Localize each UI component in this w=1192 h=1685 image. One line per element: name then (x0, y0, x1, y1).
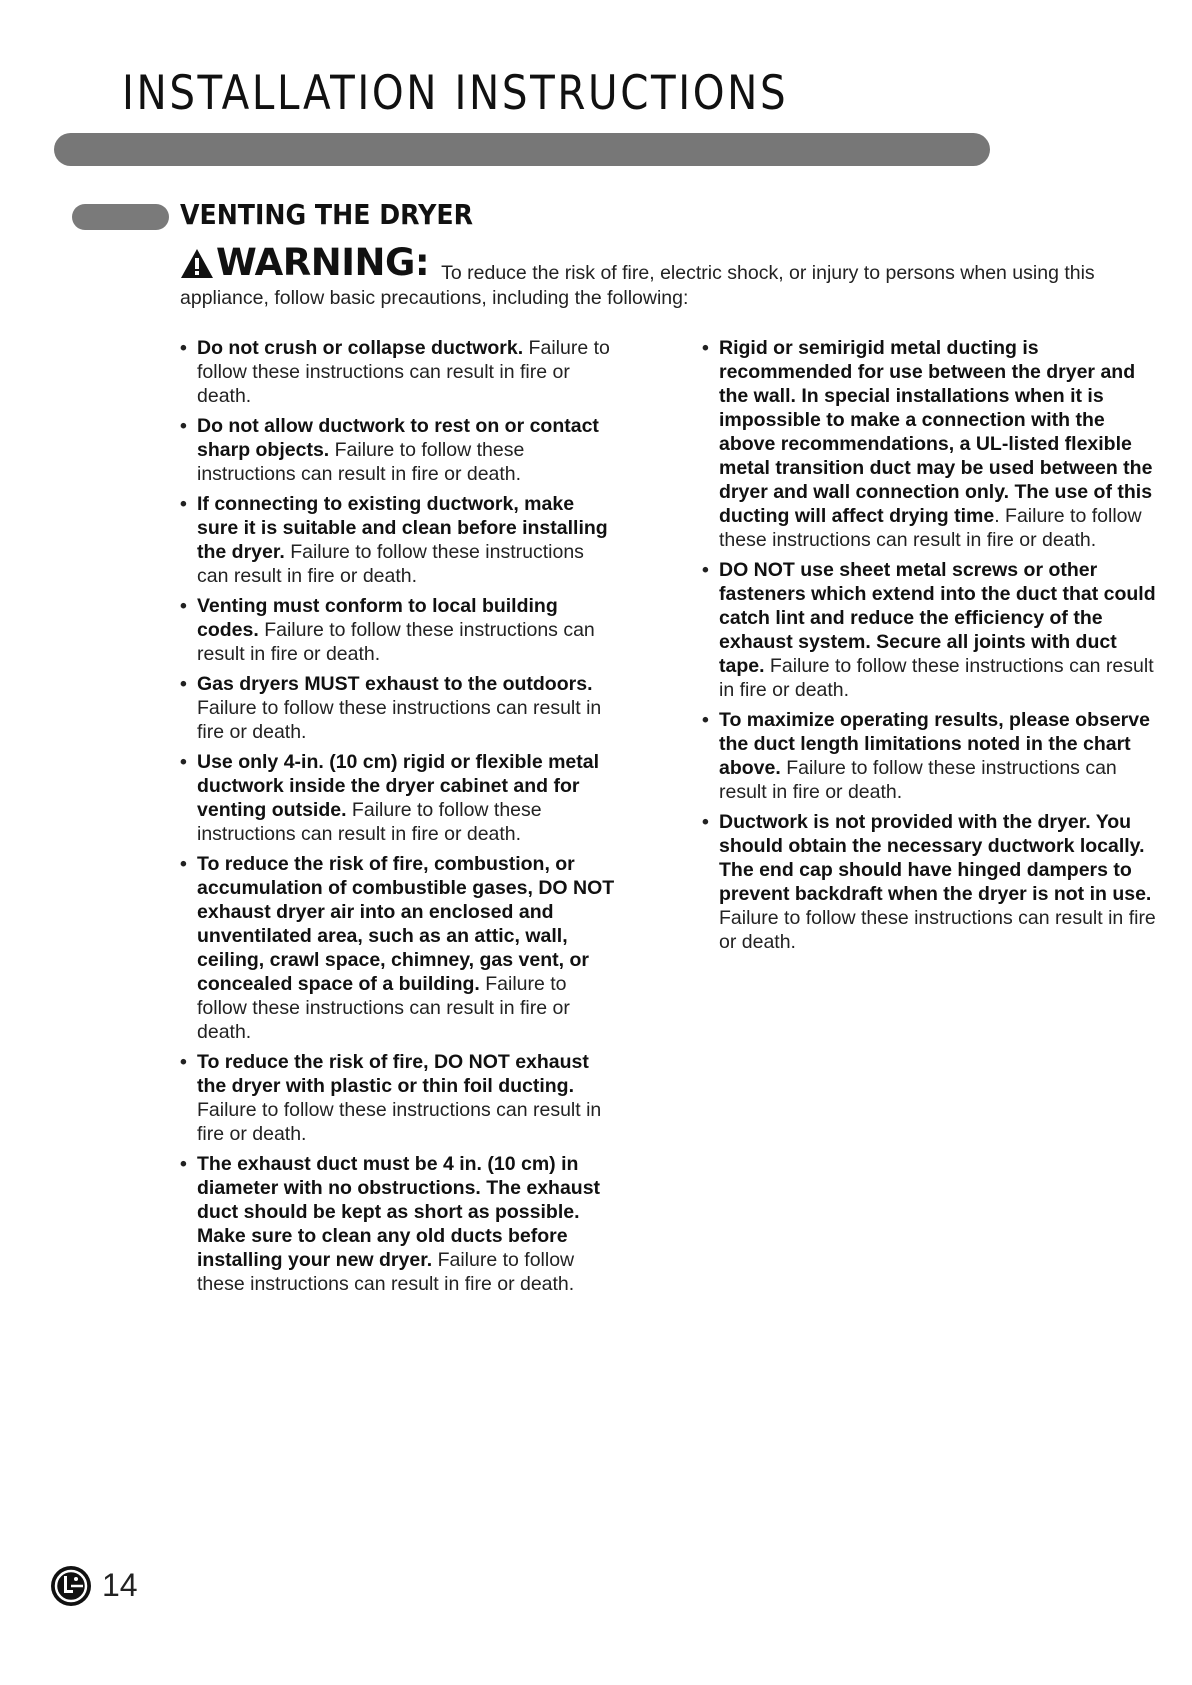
bullet-body-text: Failure to follow these instructions can result in fire or death. (197, 973, 570, 1043)
bullet-item (180, 672, 620, 744)
bullet-bold-text: To reduce the risk of fire, combustion, or accumulation of combustible gases, DO NOT exhaust dryer air into an enclosed and unventilated area, such as an attic, wall, ceiling, crawl space, chimney, gas vent, or concealed space of a building. (197, 853, 615, 995)
bullet-icon: • (702, 811, 709, 833)
bullet-icon: • (180, 751, 187, 773)
bullet-item (180, 492, 620, 588)
bullet-body-text: Failure to follow these instructions can result in fire or death. (719, 907, 1156, 953)
warning-label-text: WARNING: (216, 241, 430, 284)
bullet-body-text: Failure to follow these instructions can result in fire or death. (197, 1099, 602, 1145)
bullet-body-text: Failure to follow these instructions can result in fire or death. (197, 697, 602, 743)
bullet-body-text: Failure to follow these instructions can result in fire or death. (719, 757, 1117, 803)
bullet-body-text: Failure to follow these instructions can result in fire or death. (197, 799, 542, 845)
page-number: 14 (102, 1567, 138, 1603)
bullet-body-text: Failure to follow these instructions can result in fire or death. (197, 541, 584, 587)
section-marker-pill (72, 204, 169, 230)
bullet-item (180, 336, 620, 408)
bullet-body-text: Failure to follow these instructions can result in fire or death. (197, 337, 610, 407)
bullet-body-text: Failure to follow these instructions can result in fire or death. (197, 619, 595, 665)
bullet-bold-text: Ductwork is not provided with the dryer. You should obtain the necessary ductwork locally. The end cap should have hinged dampers to prevent backdraft when the dryer is not in use. (719, 811, 1152, 905)
bullet-bold-text: Gas dryers MUST exhaust to the outdoors. (197, 673, 593, 695)
bullet-bold-text: Use only 4-in. (10 cm) rigid or flexible metal ductwork inside the dryer cabinet and for venting outside. (197, 751, 600, 821)
bullet-icon: • (702, 559, 709, 581)
bullet-icon: • (180, 415, 187, 437)
bullet-item (702, 810, 1162, 954)
bullet-item (180, 414, 620, 486)
bullet-body-text: Failure to follow these instructions can result in fire or death. (197, 1249, 575, 1295)
bullet-item (180, 750, 620, 846)
title-divider-bar (54, 133, 990, 166)
left-column (180, 336, 620, 1302)
bullet-bold-text: DO NOT use sheet metal screws or other fasteners which extend into the duct that could catch lint and reduce the efficiency of the exhaust system. Secure all joints with duct tape. (719, 559, 1156, 677)
bullet-item (702, 708, 1162, 804)
bullet-bold-text: Do not crush or collapse ductwork. (197, 337, 524, 359)
bullet-icon: • (702, 709, 709, 731)
bullet-icon: • (180, 673, 187, 695)
bullet-icon: • (180, 595, 187, 617)
lg-logo-icon (50, 1565, 92, 1607)
warning-label (180, 241, 430, 284)
warning-text: To reduce the risk of fire, electric shock, or injury to persons when using this appliance, follow basic precautions, including the following: (180, 262, 1095, 309)
bullet-icon: • (180, 1051, 187, 1073)
bullet-item (180, 1152, 620, 1296)
bullet-item (702, 336, 1162, 552)
bullet-bold-text: Rigid or semirigid metal ducting is recommended for use between the dryer and the wall. In special installations when it is impossible to make a connection with the above recommendations, a UL-listed flexible metal transition duct may be used between the dryer and wall connection only. The use of this ducting will affect drying time (719, 337, 1153, 527)
bullet-icon: • (180, 1153, 187, 1175)
bullet-item (180, 852, 620, 1044)
bullet-bold-text: Venting must conform to local building codes. (197, 595, 558, 641)
bullet-item (180, 594, 620, 666)
section-heading: VENTING THE DRYER (180, 198, 474, 231)
bullet-bold-text: To reduce the risk of fire, DO NOT exhaust the dryer with plastic or thin foil ducting. (197, 1051, 589, 1097)
bullet-body-text: Failure to follow these instructions can result in fire or death. (719, 655, 1154, 701)
bullet-icon: • (180, 853, 187, 875)
bullet-icon: • (180, 493, 187, 515)
right-column (702, 336, 1162, 960)
bullet-bold-text: If connecting to existing ductwork, make sure it is suitable and clean before installing the dryer. (197, 493, 608, 563)
warning-block (180, 241, 1130, 311)
bullet-item (702, 558, 1162, 702)
bullet-body-text: Failure to follow these instructions can result in fire or death. (197, 439, 525, 485)
page-title: INSTALLATION INSTRUCTIONS (122, 66, 789, 121)
bullet-icon: • (180, 337, 187, 359)
bullet-bold-text: Do not allow ductwork to rest on or contact sharp objects. (197, 415, 599, 461)
bullet-item (180, 1050, 620, 1146)
bullet-icon: • (702, 337, 709, 359)
bullet-bold-text: The exhaust duct must be 4 in. (10 cm) in diameter with no obstructions. The exhaust duct should be kept as short as possible. Make sure to clean any old ducts before installing your new dryer. (197, 1153, 601, 1271)
bullet-bold-text: To maximize operating results, please observe the duct length limitations noted in the chart above. (719, 709, 1150, 779)
bullet-body-text: . Failure to follow these instructions can result in fire or death. (719, 505, 1142, 551)
warning-triangle-icon (180, 248, 214, 279)
